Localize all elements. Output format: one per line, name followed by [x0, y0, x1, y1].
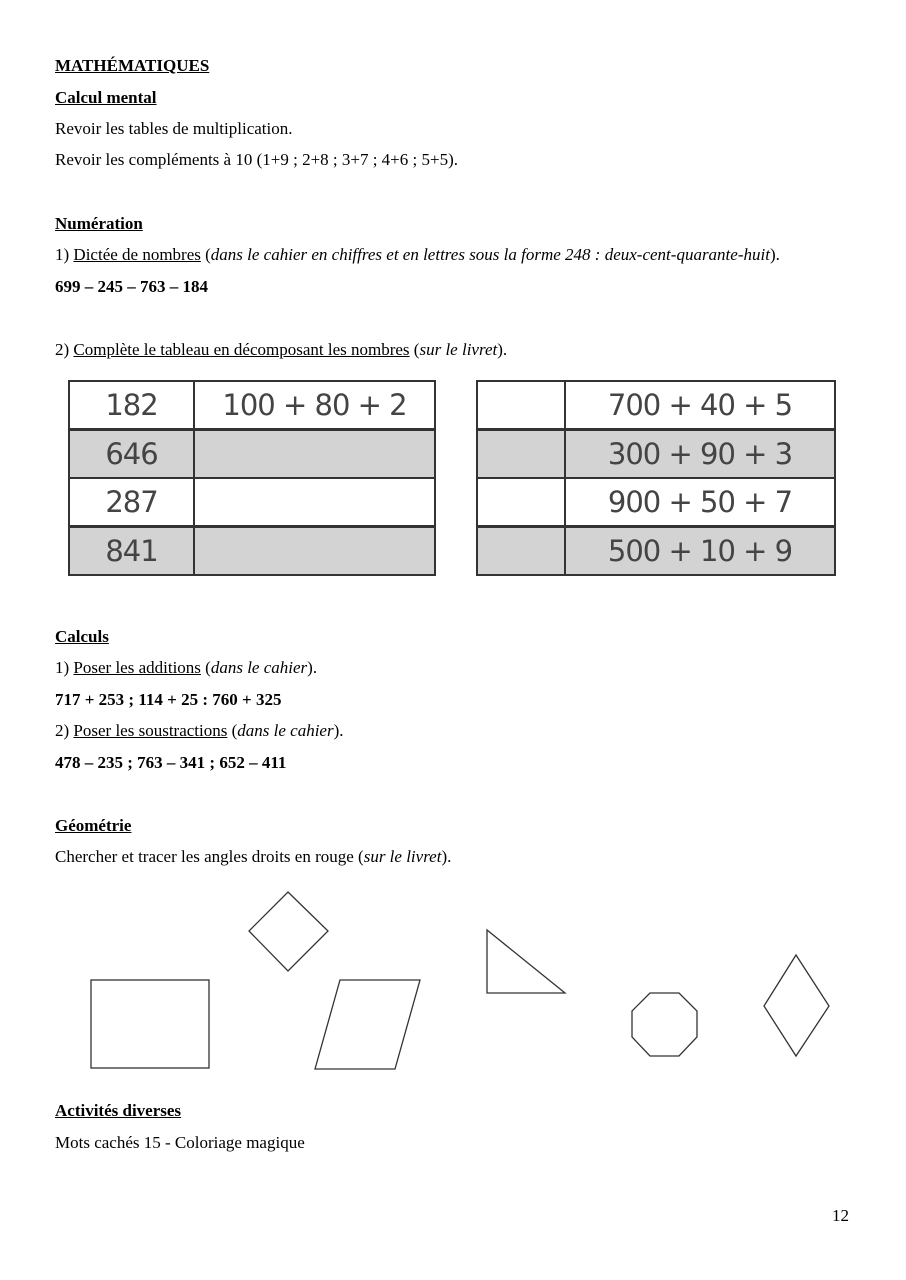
numeration-exercise-1: 1) Dictée de nombres (dans le cahier en chiffres et en lettres sous la forme 248 : deux-cent-quarante-huit). [55, 245, 780, 264]
table-cell: 100 + 80 + 2 [194, 381, 435, 430]
mental-line-1: Revoir les tables de multiplication. [55, 119, 293, 138]
dictation-numbers: 699 – 245 – 763 – 184 [55, 277, 208, 296]
table-row [69, 381, 435, 430]
page-title: MATHÉMATIQUES [55, 56, 210, 75]
section-heading-numeration: Numération [55, 214, 143, 233]
section-heading-calcul-mental: Calcul mental [55, 88, 157, 107]
table-cell [477, 478, 565, 527]
table-row [477, 478, 835, 527]
table-cell [194, 478, 435, 527]
table-cell: 500 + 10 + 9 [565, 527, 835, 576]
mental-line-2: Revoir les compléments à 10 (1+9 ; 2+8 ; 3+7 ; 4+6 ; 5+5). [55, 150, 458, 169]
table-cell: 300 + 90 + 3 [565, 430, 835, 479]
table-cell: 700 + 40 + 5 [565, 381, 835, 430]
table-row [477, 381, 835, 430]
table-cell: 646 [69, 430, 194, 479]
octagon-shape [632, 993, 697, 1056]
table-cell: 287 [69, 478, 194, 527]
table-row [477, 430, 835, 479]
section-heading-activites: Activités diverses [55, 1101, 182, 1120]
table-cell [477, 527, 565, 576]
numeration-exercise-2: 2) Complète le tableau en décomposant les nombres (sur le livret). [55, 340, 508, 359]
table-row [69, 430, 435, 479]
tilted-square-shape [249, 892, 328, 971]
decomposition-table-right [476, 380, 836, 576]
decomposition-table-left [68, 380, 436, 576]
table-cell: 900 + 50 + 7 [565, 478, 835, 527]
table-cell: 841 [69, 527, 194, 576]
rectangle-shape [91, 980, 209, 1068]
rhombus-shape [764, 955, 829, 1056]
table-row [69, 478, 435, 527]
geometry-shapes [0, 880, 906, 1080]
table-cell [194, 527, 435, 576]
table-row [69, 527, 435, 576]
table-cell [477, 430, 565, 479]
page-number: 12 [832, 1206, 849, 1225]
parallelogram-shape [315, 980, 420, 1069]
right-triangle-shape [487, 930, 565, 993]
section-heading-geometrie: Géométrie [55, 816, 132, 835]
subtractions-list: 478 – 235 ; 763 – 341 ; 652 – 411 [55, 753, 287, 772]
section-heading-calculs: Calculs [55, 627, 109, 646]
table-cell: 182 [69, 381, 194, 430]
activites-line: Mots cachés 15 - Coloriage magique [55, 1133, 305, 1152]
additions-list: 717 + 253 ; 114 + 25 : 760 + 325 [55, 690, 282, 709]
calculs-exercise-1: 1) Poser les additions (dans le cahier). [55, 658, 318, 677]
table-row [477, 527, 835, 576]
calculs-exercise-2: 2) Poser les soustractions (dans le cahier). [55, 721, 344, 740]
geometrie-instruction: Chercher et tracer les angles droits en rouge (sur le livret). [55, 847, 452, 866]
table-cell [194, 430, 435, 479]
table-cell [477, 381, 565, 430]
